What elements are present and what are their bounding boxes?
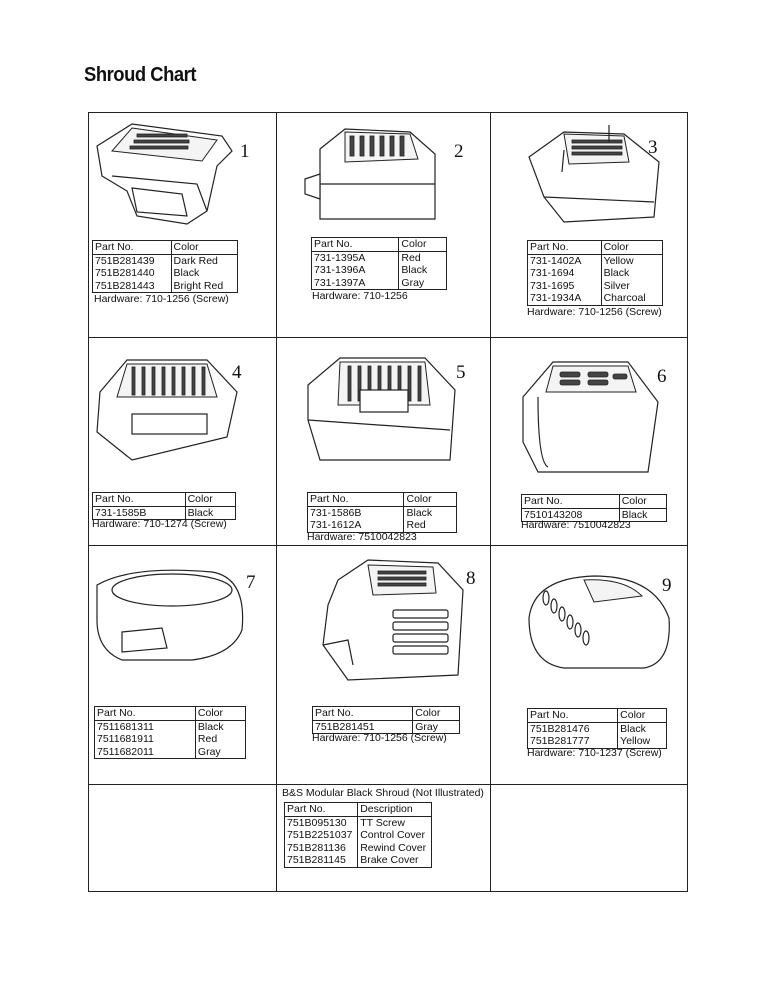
table-row: [528, 722, 667, 735]
part-description: Rewind Cover: [360, 841, 427, 854]
part-number: 7511682011: [95, 746, 196, 759]
table-row: [312, 264, 447, 277]
part-color: Black: [603, 267, 630, 279]
grid-line: [276, 112, 277, 892]
header-part: Part No.: [93, 241, 172, 255]
part-number: 7511681911: [95, 733, 196, 746]
grid-line: [88, 112, 688, 113]
shroud-illustration: [318, 555, 468, 685]
part-number: 731-1585B: [93, 506, 186, 520]
part-number: 7511681311: [95, 720, 196, 733]
part-number: 751B2251037: [285, 829, 358, 842]
shroud-illustration: [92, 116, 242, 228]
grid-line: [88, 784, 688, 785]
header-part: Part No.: [93, 493, 186, 507]
part-color: Black: [620, 722, 646, 735]
part-number: 751B095130: [285, 816, 358, 829]
grid-line: [88, 112, 89, 892]
part-color: Yellow: [603, 254, 634, 267]
item-number: 6: [657, 366, 667, 387]
header-color: Color: [601, 241, 662, 255]
item-number: 1: [240, 141, 250, 162]
header-part: Part No.: [308, 493, 404, 507]
part-color: Black: [187, 506, 214, 519]
hardware-note: Hardware: 7510042823: [521, 519, 631, 531]
part-number: 731-1695: [528, 280, 602, 293]
header-part: Part No.: [285, 803, 358, 817]
part-number: 751B281440: [93, 267, 172, 280]
part-number: 751B281136: [285, 842, 358, 855]
hardware-note: Hardware: 710-1256: [312, 290, 408, 302]
header-color: Color: [618, 709, 667, 723]
item-number: 7: [246, 572, 256, 593]
part-color: Red: [401, 251, 421, 264]
shroud-illustration: [524, 568, 674, 673]
parts-table: [527, 240, 663, 306]
part-number: 751B281777: [528, 735, 618, 748]
part-color: Black: [173, 267, 200, 279]
table-row: [528, 280, 663, 293]
header-color: Color: [195, 707, 245, 721]
header-color: Color: [185, 493, 235, 507]
header-color: Color: [399, 238, 447, 252]
part-number: 731-1934A: [528, 292, 602, 305]
shroud-illustration: [300, 124, 450, 229]
table-row: [312, 277, 447, 290]
part-number: 751B281451: [313, 720, 413, 734]
table-row: [285, 816, 432, 829]
parts-table: [94, 706, 246, 759]
part-number: 731-1402A: [528, 254, 602, 267]
table-row: [93, 267, 238, 280]
shroud-illustration: [524, 122, 664, 232]
header-color: Color: [404, 493, 457, 507]
hardware-note: Hardware: 710-1256 (Screw): [94, 293, 229, 305]
part-number: 731-1612A: [308, 519, 404, 532]
part-color: Dark Red: [173, 254, 218, 267]
bs-shroud-title: B&S Modular Black Shroud (Not Illustrated): [282, 787, 484, 799]
part-number: 751B281443: [93, 280, 172, 293]
hardware-note: Hardware: 710-1256 (Screw): [527, 306, 662, 318]
parts-table: [92, 240, 238, 293]
hardware-note: Hardware: 710-1237 (Screw): [527, 747, 662, 759]
grid-line: [490, 112, 491, 892]
table-row: [528, 267, 663, 280]
bs-parts-table: [284, 802, 432, 868]
table-row: [285, 829, 432, 842]
part-color: Silver: [603, 279, 630, 292]
table-row: [95, 746, 246, 759]
parts-table: [311, 237, 447, 290]
header-part: Part No.: [528, 241, 602, 255]
header-part: Part No.: [95, 707, 196, 721]
header-part: Part No.: [313, 707, 413, 721]
part-description: Brake Cover: [360, 854, 419, 866]
table-row: [93, 254, 238, 267]
item-number: 2: [454, 141, 464, 162]
part-color: Charcoal: [603, 292, 646, 304]
part-number: 731-1395A: [312, 251, 399, 264]
part-color: Black: [197, 720, 224, 733]
part-color: Black: [621, 508, 648, 521]
part-number: 731-1397A: [312, 277, 399, 290]
hardware-note: Hardware: 710-1256 (Screw): [312, 732, 447, 744]
grid-line: [88, 545, 688, 546]
part-number: 751B281145: [285, 854, 358, 867]
table-row: [528, 292, 663, 305]
part-color: Bright Red: [173, 279, 224, 292]
grid-line: [88, 337, 688, 338]
grid-line: [687, 112, 688, 892]
part-color: Black: [401, 264, 428, 276]
shroud-illustration: [518, 352, 663, 480]
part-number: 731-1694: [528, 267, 602, 280]
header-part: Part No.: [528, 709, 618, 723]
part-number: 731-1396A: [312, 264, 399, 277]
shroud-illustration: [92, 560, 252, 665]
header-color: Color: [619, 495, 666, 509]
part-color: Gray: [415, 720, 439, 733]
header-part: Part No.: [522, 495, 620, 509]
part-number: 731-1586B: [308, 506, 404, 519]
table-row: [528, 254, 663, 267]
table-row: [95, 733, 246, 746]
part-color: Red: [406, 519, 426, 531]
parts-table: [521, 494, 667, 522]
part-number: 751B281439: [93, 254, 172, 267]
header-color: Color: [171, 241, 237, 255]
parts-table: [307, 492, 457, 533]
hardware-note: Hardware: 7510042823: [307, 531, 417, 543]
item-number: 9: [662, 575, 672, 596]
part-number: 7510143208: [522, 508, 620, 522]
item-number: 4: [232, 362, 242, 383]
part-color: Black: [406, 506, 433, 519]
part-number: 751B281476: [528, 722, 618, 735]
parts-table: [92, 492, 236, 520]
header-part: Part No.: [312, 238, 399, 252]
table-row: [312, 251, 447, 264]
page-title: Shroud Chart: [84, 64, 197, 86]
table-row: [285, 842, 432, 855]
grid-line: [88, 891, 688, 892]
part-color: Red: [197, 733, 218, 745]
part-description: TT Screw: [360, 816, 405, 829]
table-row: [93, 280, 238, 293]
parts-table: [312, 706, 460, 734]
table-row: [308, 506, 457, 519]
table-row: [285, 854, 432, 867]
hardware-note: Hardware: 710-1274 (Screw): [92, 518, 227, 530]
part-color: Gray: [401, 276, 425, 289]
shroud-illustration: [300, 350, 460, 468]
shroud-illustration: [92, 352, 242, 467]
header-description: Description: [358, 803, 432, 817]
part-color: Yellow: [620, 735, 651, 747]
part-description: Control Cover: [360, 829, 425, 841]
item-number: 8: [466, 568, 476, 589]
table-row: [95, 720, 246, 733]
header-color: Color: [413, 707, 460, 721]
parts-table: [527, 708, 667, 749]
item-number: 3: [648, 137, 658, 158]
part-color: Gray: [197, 745, 221, 758]
item-number: 5: [456, 362, 466, 383]
